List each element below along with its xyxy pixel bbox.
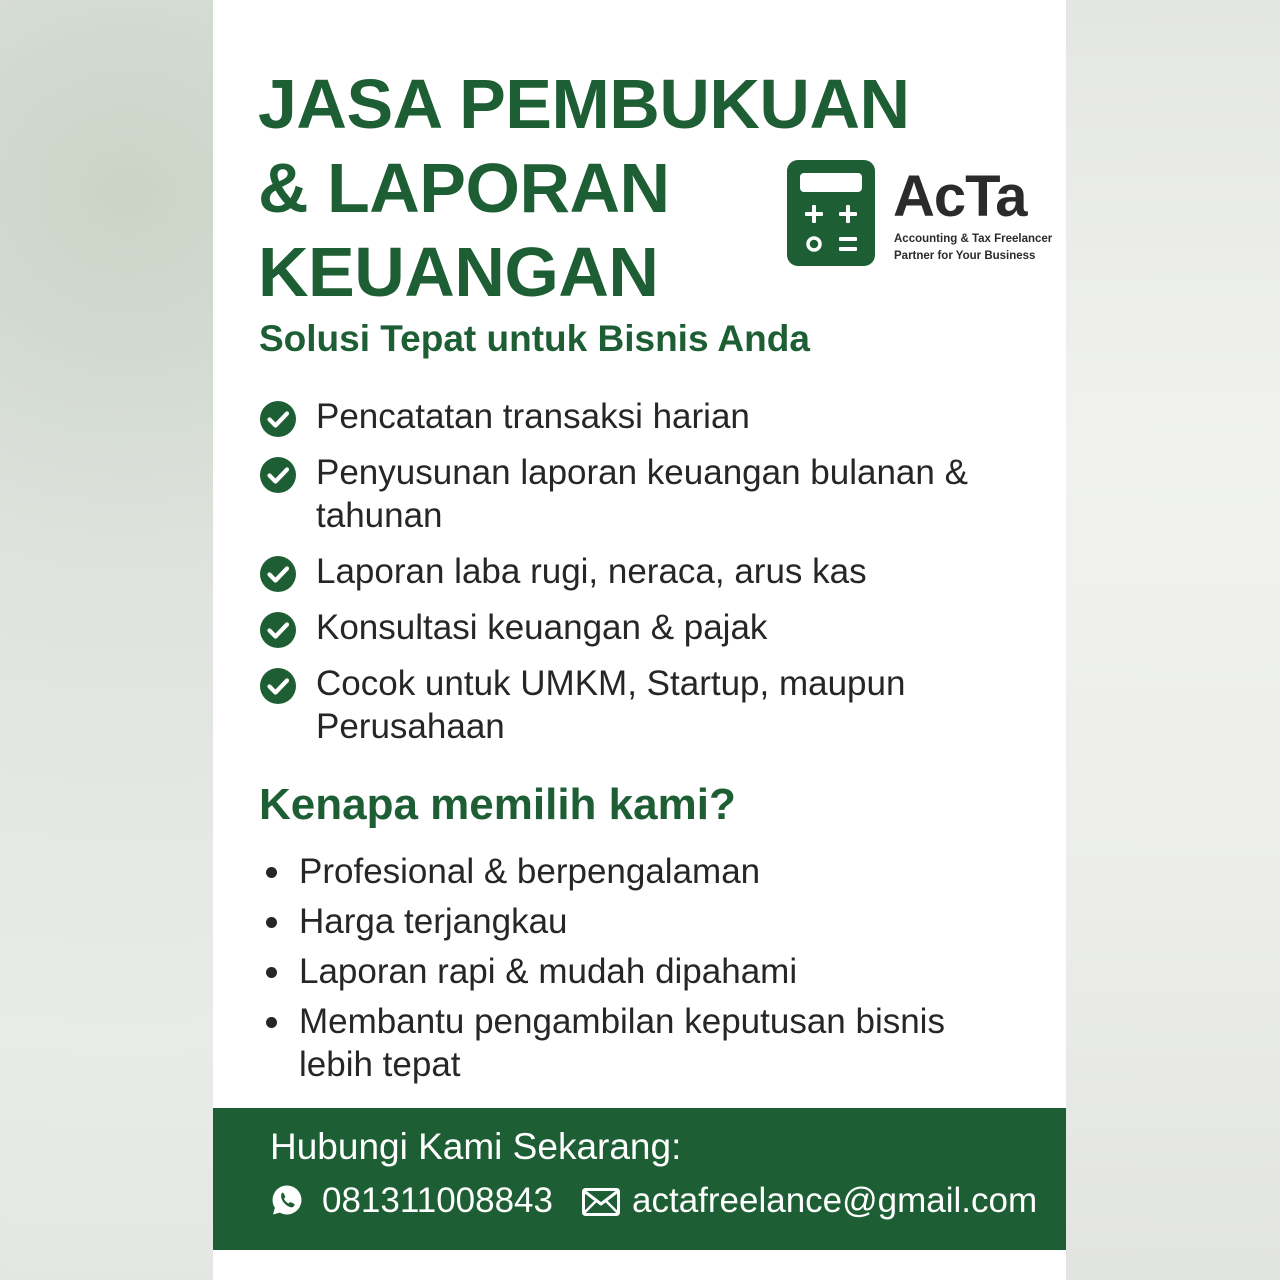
brand-name: AcTa bbox=[893, 164, 1027, 229]
bullet-dot bbox=[266, 917, 277, 928]
background-right bbox=[1066, 0, 1280, 1280]
reasons-list bbox=[261, 850, 949, 1093]
whatsapp-icon bbox=[270, 1183, 304, 1217]
check-circle-icon bbox=[260, 401, 296, 437]
phone-number[interactable]: 081311008843 bbox=[322, 1181, 553, 1220]
bullet-dot bbox=[266, 1017, 277, 1028]
brand-tagline-2: Partner for Your Business bbox=[894, 250, 1036, 262]
reason-item bbox=[261, 1000, 949, 1086]
contact-footer bbox=[213, 1108, 1066, 1250]
email-address[interactable]: actafreelance@gmail.com bbox=[632, 1181, 1038, 1220]
check-circle-icon bbox=[260, 556, 296, 592]
reason-item bbox=[261, 950, 949, 993]
service-text: Konsultasi keuangan & pajak bbox=[316, 608, 768, 647]
headline-line: & LAPORAN bbox=[258, 149, 670, 227]
brand-tagline bbox=[894, 231, 1052, 265]
service-item bbox=[258, 451, 1016, 537]
brand-tagline-1: Accounting & Tax Freelancer bbox=[894, 233, 1053, 245]
reason-text: Profesional & berpengalaman bbox=[299, 852, 761, 891]
reason-text: Membantu pengambilan keputusan bisnis lebih tepat bbox=[299, 1002, 945, 1084]
check-circle-icon bbox=[260, 457, 296, 493]
flyer bbox=[213, 0, 1066, 1280]
subtitle: Solusi Tepat untuk Bisnis Anda bbox=[259, 318, 810, 359]
service-text: Pencatatan transaksi harian bbox=[316, 397, 750, 436]
service-item bbox=[258, 550, 1016, 593]
reason-text: Laporan rapi & mudah dipahami bbox=[299, 952, 798, 991]
services-list bbox=[258, 395, 1016, 761]
headline-line: JASA PEMBUKUAN bbox=[258, 65, 910, 143]
headline-line: KEUANGAN bbox=[258, 233, 659, 311]
reason-item bbox=[261, 850, 949, 893]
reason-item bbox=[261, 900, 949, 943]
contact-title: Hubungi Kami Sekarang: bbox=[270, 1126, 682, 1167]
service-item bbox=[258, 662, 1016, 748]
bullet-dot bbox=[266, 867, 277, 878]
service-text: Penyusunan laporan keuangan bulanan & tahunan bbox=[316, 453, 968, 535]
why-title: Kenapa memilih kami? bbox=[259, 780, 736, 829]
reason-text: Harga terjangkau bbox=[299, 902, 568, 941]
service-text: Cocok untuk UMKM, Startup, maupun Perusahaan bbox=[316, 664, 906, 746]
calculator-icon bbox=[787, 160, 875, 266]
check-circle-icon bbox=[260, 668, 296, 704]
check-circle-icon bbox=[260, 612, 296, 648]
service-item bbox=[258, 395, 1016, 438]
service-text: Laporan laba rugi, neraca, arus kas bbox=[316, 552, 867, 591]
service-item bbox=[258, 606, 1016, 649]
envelope-icon bbox=[582, 1188, 620, 1216]
bullet-dot bbox=[266, 967, 277, 978]
